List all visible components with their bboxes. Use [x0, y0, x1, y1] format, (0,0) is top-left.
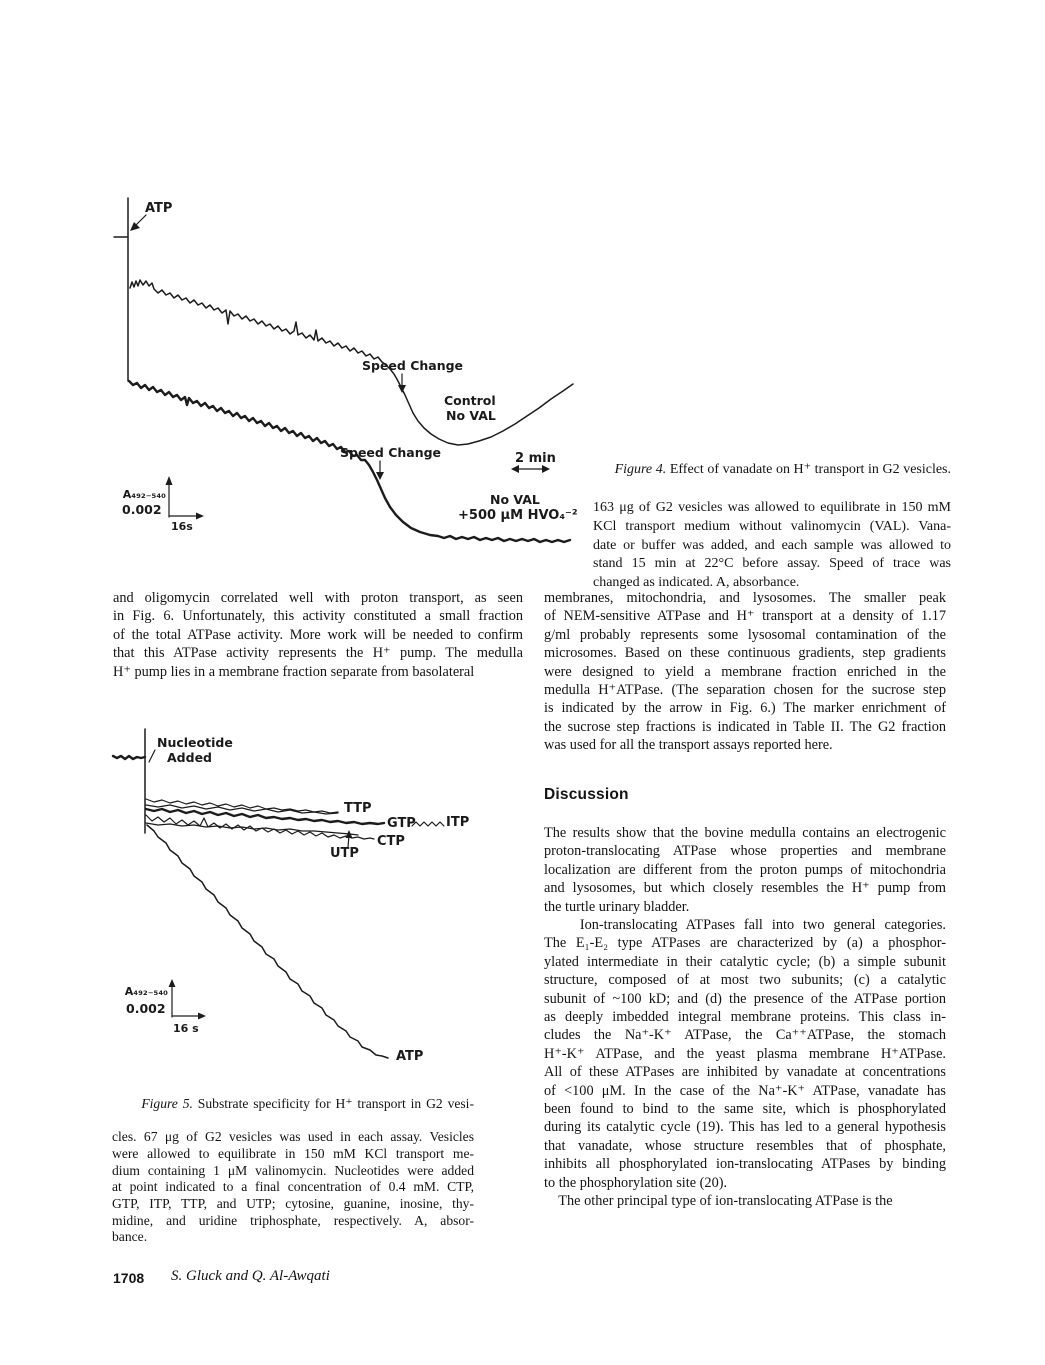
text-line: H⁺ pump lies in a membrane fraction separate from basolateral [113, 663, 475, 680]
text-line: medulla H⁺ATPase. (The separation chosen for the sucrose step [544, 682, 946, 699]
text-line: structure, composed of at most two subunits; (c) a catalytic [544, 972, 946, 989]
fig5-nucleotide-label-line2: Added [167, 750, 212, 765]
fig4-speed-change-1-label: Speed Change [362, 358, 464, 373]
text-line: The E₁-E₂ type ATPases are characterized by (a) a phosphor- [544, 935, 946, 952]
fig4-vanadate-label-line2: +500 μM HVO₄⁻² [458, 508, 578, 523]
figure4-trace-plot [100, 185, 600, 565]
text-line: proton-translocating ATPase whose properties and membrane [544, 843, 946, 860]
fig4-control-label-line2: No VAL [446, 408, 496, 423]
fig5-scale-time-label: 16 s [173, 1022, 199, 1035]
text-line: were designed to yield a membrane fraction enriched in the [544, 663, 946, 680]
text-line: the turtle urinary bladder. [544, 898, 690, 915]
fig5-gtp-label: GTP [387, 816, 416, 831]
text-line: that this ATPase activity represents the H⁺ pump. The medulla [113, 645, 523, 662]
figure5-traces-svg [100, 725, 520, 1075]
fig5-nucleotide-pointer [149, 750, 155, 762]
figure5-caption-label: Figure 5. [141, 1095, 193, 1111]
footer-page-number: 1708 [113, 1270, 145, 1286]
text-line: that vanadate, whose structure resembles that of phosphate, [544, 1137, 946, 1154]
body-right-column-paragraph3 [544, 916, 946, 1192]
text-line: as deeply imbedded integral membrane proteins. This class in- [544, 1009, 946, 1026]
text-line: membranes, mitochondria, and lysosomes. The smaller peak [544, 590, 946, 606]
fig5-scale-absorbance-label: A₄₉₂₋₅₄₀ [124, 985, 168, 998]
text-line: were allowed to equilibrate in 150 mM KCl transport me- [112, 1145, 474, 1161]
body-right-column-paragraph1 [544, 589, 946, 755]
text-line: of <100 μM. In the case of the Na⁺-K⁺ ATPase, vanadate has [544, 1082, 946, 1099]
text-line: g/ml probably represents some lysosomal contamination of the [544, 626, 946, 643]
footer-authors: S. Gluck and Q. Al-Awqati [171, 1268, 330, 1284]
figure4-caption-lines [593, 499, 951, 594]
figure4-caption-line1-text: Effect of vanadate on H⁺ transport in G2 vesicles. [666, 461, 952, 477]
figure5-caption-line1-text: Substrate specificity for H⁺ transport in G2 vesi- [192, 1095, 474, 1111]
text-line: localization are different from the proton pumps of mitochondria [544, 861, 946, 878]
fig5-utp-label: UTP [330, 846, 359, 861]
text-line: is indicated by the arrow in Fig. 6.) The marker enrichment of [544, 700, 946, 717]
text-line: midine, and uridine triphosphate, respectively. A, absor- [112, 1212, 474, 1228]
fig4-scale-absorbance-label: A₄₉₂₋₅₄₀ [122, 488, 166, 501]
text-line: changed as indicated. A, absorbance. [593, 575, 800, 591]
text-line: Ion-translocating ATPases fall into two general categories. [544, 917, 947, 933]
fig4-scale-value-label: 0.002 [122, 502, 162, 517]
fig5-ctp-trace [146, 815, 374, 839]
text-line: stand 15 min at 22°C before assay. Speed of trace was [593, 556, 951, 572]
fig4-speed-change-2-label: Speed Change [340, 445, 442, 460]
text-line: of NEM-sensitive ATPase and H⁺ transport at a density of 1.17 [544, 608, 946, 625]
text-line: during its catalytic cycle (19). This has led to a general hypothesis [544, 1119, 946, 1136]
figure4-caption-label: Figure 4. [614, 461, 667, 477]
text-line: cludes the Na⁺-K⁺ ATPase, the Ca⁺⁺ATPase, the stomach [544, 1027, 946, 1044]
fig5-utp-trace [146, 823, 358, 835]
fig5-itp-label: ITP [446, 815, 470, 830]
text-line: dium containing 1 μM valinomycin. Nucleotides were added [112, 1162, 474, 1178]
fig5-ttp-label: TTP [344, 801, 372, 816]
fig5-nucleotide-label-line1: Nucleotide [157, 735, 233, 750]
text-line: and lysosomes, but which closely resembles the H⁺ pump from [544, 880, 946, 897]
text-line: of the total ATPase activity. More work will be needed to confirm [113, 626, 523, 643]
text-line: H⁺-K⁺ ATPase, and the yeast plasma membrane H⁺ATPase. [544, 1045, 946, 1062]
text-line: cles. 67 μg of G2 vesicles was used in each assay. Vesicles [112, 1129, 474, 1145]
fig5-atp-label: ATP [396, 1049, 424, 1064]
text-line: microsomes. Based on these continuous gradients, step gradients [544, 645, 946, 662]
text-line: inhibits all phosphorylated ion-translocating ATPases by binding [544, 1156, 946, 1173]
body-right-column-paragraph2 [544, 824, 946, 916]
fig5-scale-value-label: 0.002 [126, 1001, 166, 1016]
figure5-caption-lines [112, 1129, 474, 1246]
text-line: The results show that the bovine medulla contains an electrogenic [544, 825, 946, 841]
fig5-gtp-itp-squiggle [412, 822, 444, 826]
text-line: The other principal type of ion-translocating ATPase is the [544, 1193, 893, 1209]
body-right-column-paragraph4 [544, 1192, 946, 1210]
text-line: at point indicated to a final concentration of 0.4 mM. CTP, [112, 1179, 474, 1195]
discussion-heading: Discussion [544, 786, 629, 803]
text-line: was used for all the transport assays reported here. [544, 737, 833, 754]
body-left-column-paragraph [113, 589, 523, 681]
fig4-atp-label: ATP [145, 201, 173, 216]
fig5-left-baseline [113, 756, 145, 759]
fig4-timescale-label: 2 min [515, 451, 556, 466]
fig5-ctp-label: CTP [377, 834, 405, 849]
figure5-caption-line1 [112, 1079, 474, 1129]
text-line: subunit of ~100 kD; and (d) the presence of the ATPase portion [544, 990, 946, 1007]
fig4-control-trace [130, 280, 573, 445]
figure4-caption-line1 [593, 442, 951, 499]
text-line: date or buffer was added, and each sample was allowed to [593, 537, 951, 553]
text-line: and oligomycin correlated well with proton transport, as seen [113, 590, 523, 606]
text-line: in Fig. 6. Unfortunately, this activity constituted a small fraction [113, 608, 523, 625]
figure4-caption [593, 442, 951, 593]
figure5-caption [112, 1079, 474, 1246]
figure5-trace-plot [100, 725, 520, 1075]
fig4-scale-time-label: 16s [171, 520, 193, 533]
fig5-bundle-trace [146, 805, 338, 814]
text-line: KCl transport medium without valinomycin (VAL). Vana- [593, 518, 951, 534]
text-line: bance. [112, 1229, 148, 1245]
fig4-control-label-line1: Control [444, 393, 496, 408]
text-line: GTP, ITP, TTP, and UTP; cytosine, guanine, inosine, thy- [112, 1195, 474, 1211]
text-line: 163 μg of G2 vesicles was allowed to equilibrate in 150 mM [593, 499, 951, 515]
text-line: to the phosphorylation site (20). [544, 1174, 728, 1191]
text-line: All of these ATPases are inhibited by vanadate at concentrations [544, 1064, 946, 1081]
text-line: the sucrose step fractions is indicated in Table II. The G2 fraction [544, 718, 946, 735]
text-line: been found to bind to the same site, which is phosphorylated [544, 1101, 946, 1118]
fig4-vanadate-label-line1: No VAL [490, 492, 540, 507]
text-line: ylated intermediate in their catalytic cycle; (b) a simple subunit [544, 953, 946, 970]
